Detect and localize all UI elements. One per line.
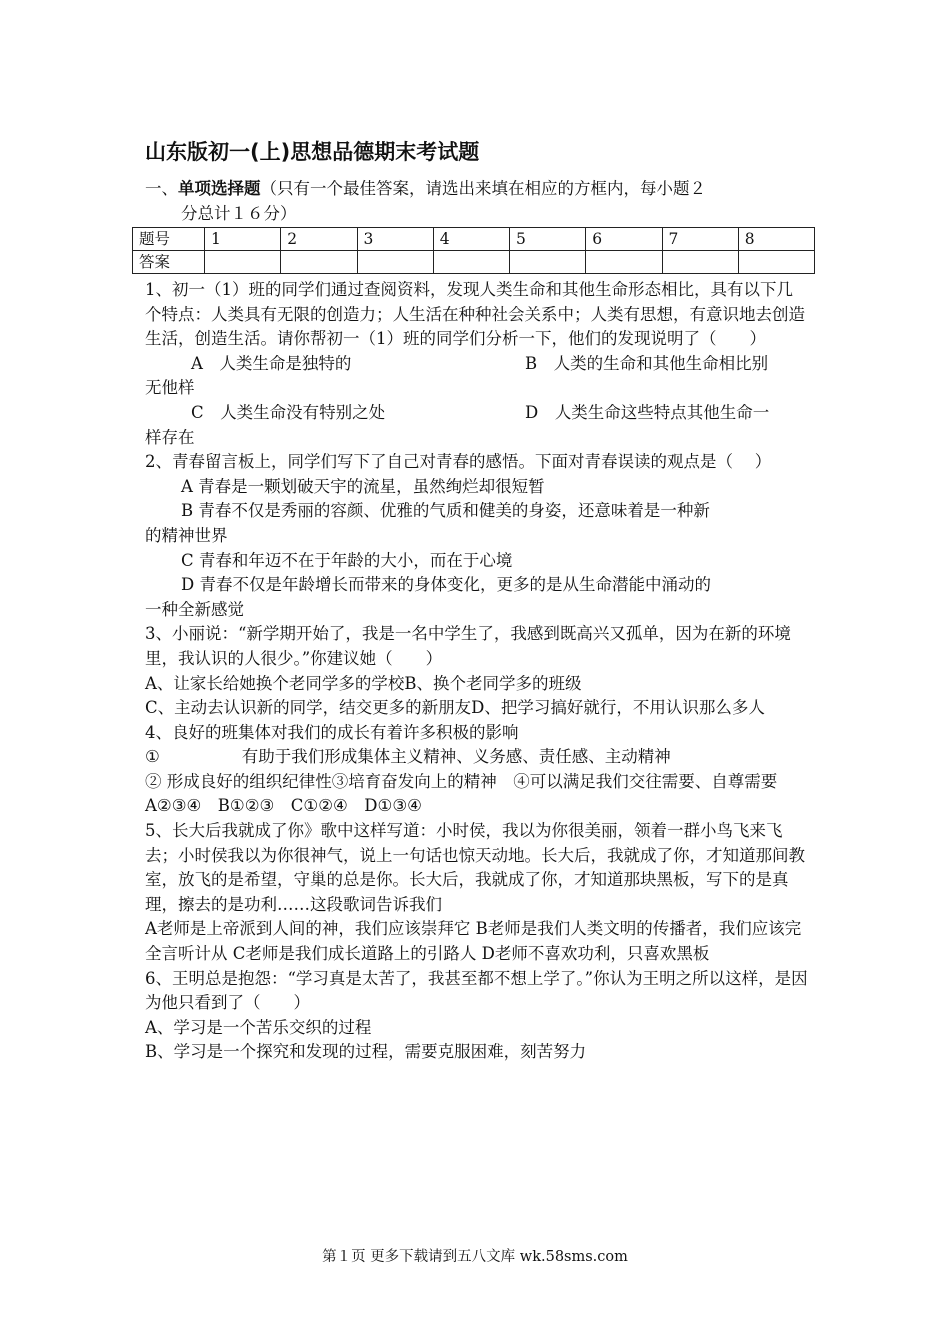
q6-option-a: A、学习是一个苦乐交织的过程 <box>145 1017 372 1037</box>
q2-option-a: A 青春是一颗划破天宇的流星，虽然绚烂却很短暂 <box>181 476 545 496</box>
q4-item1-mark: ① <box>145 747 160 767</box>
answer-table-row-answers <box>133 251 815 274</box>
q2-option-d: D 青春不仅是年龄增长而带来的身体变化，更多的是从生命潜能中涌动的 <box>181 575 711 595</box>
answer-table <box>132 227 815 274</box>
page-footer: 第１页 更多下载请到五八文库 wk.58sms.com <box>322 1249 628 1265</box>
row-label-number: 题号 <box>133 228 205 251</box>
answer-cell[interactable] <box>586 251 662 274</box>
section-instruction-line1: （只有一个最佳答案，请选出来填在相应的方框内，每小题２ <box>260 179 706 198</box>
q2-option-b: B 青春不仅是秀丽的容颜、优雅的气质和健美的身姿，还意味着是一种新 <box>181 501 710 521</box>
question-number-cell: 1 <box>205 228 281 251</box>
section-label: 单项选择题 <box>178 179 261 198</box>
answer-cell[interactable] <box>662 251 738 274</box>
q3-stem: 3、小丽说：“新学期开始了，我是一名中学生了，我感到既高兴又孤单，因为在新的环境里，我认识的人很少。”你建议她（ ） <box>145 624 791 668</box>
q1-options-cd <box>145 401 809 426</box>
answer-cell[interactable] <box>433 251 509 274</box>
q2-option-c: C 青春和年迈不在于年龄的大小，而在于心境 <box>181 550 513 570</box>
q1-options-ab <box>145 352 809 377</box>
q1-option-c: C 人类生命没有特别之处 <box>191 402 386 422</box>
q2-option-d-cont: 一种全新感觉 <box>145 599 244 619</box>
q3-options-ab: A、让家长给她换个老同学多的学校B、换个老同学多的班级 <box>145 673 582 693</box>
q2-option-b-cont: 的精神世界 <box>145 525 228 545</box>
answer-cell[interactable] <box>510 251 586 274</box>
section-header <box>145 176 809 226</box>
page-title: 山东版初一(上)思想品德期末考试题 <box>145 140 480 164</box>
q3-options-cd: C、主动去认识新的同学，结交更多的新朋友D、把学习搞好就行，不用认识那么多人 <box>145 698 765 718</box>
question-number-cell: 4 <box>433 228 509 251</box>
question-number-cell: 7 <box>662 228 738 251</box>
q6-option-b: B、学习是一个探究和发现的过程，需要克服困难，刻苦努力 <box>145 1042 587 1062</box>
q1-option-b-cont: 无他样 <box>145 378 195 398</box>
question-number-cell: 2 <box>281 228 357 251</box>
answer-table-row-numbers <box>133 228 815 251</box>
q4-stem: 4、良好的班集体对我们的成长有着许多积极的影响 <box>145 722 519 742</box>
q6-stem: 6、王明总是抱怨：“学习真是太苦了，我甚至都不想上学了。”你认为王明之所以这样，是因为他只看到了（ ） <box>145 968 808 1013</box>
q4-item1 <box>145 745 809 770</box>
q4-items-234: ② 形成良好的组织纪律性③培育奋发向上的精神 ④可以满足我们交往需要、自尊需要 <box>145 771 778 791</box>
q1-option-b: B 人类的生命和其他生命相比别 <box>525 353 769 373</box>
q1-option-d-cont: 样存在 <box>145 427 195 447</box>
question-number-cell: 5 <box>510 228 586 251</box>
q5-options: A老师是上帝派到人间的神，我们应该崇拜它 B老师是我们人类文明的传播者，我们应该完全言听计从 C老师是我们成长道路上的引路人 D老师不喜欢功利，只喜欢黑板 <box>145 919 802 964</box>
question-number-cell: 3 <box>357 228 433 251</box>
q4-options: A②③④ B①②③ C①②④ D①③④ <box>145 796 422 816</box>
q4-item1-text: 有助于我们形成集体主义精神、义务感、责任感、主动精神 <box>241 747 671 767</box>
answer-cell[interactable] <box>357 251 433 274</box>
q2-stem: 2、青春留言板上，同学们写下了自己对青春的感悟。下面对青春误读的观点是（ ） <box>145 452 772 472</box>
section-number: 一、 <box>145 179 178 198</box>
answer-cell[interactable] <box>281 251 357 274</box>
question-number-cell: 8 <box>738 228 814 251</box>
row-label-answer: 答案 <box>133 251 205 274</box>
section-instruction-line2: 分总计１６分） <box>181 204 297 223</box>
answer-cell[interactable] <box>205 251 281 274</box>
q1-option-d: D 人类生命这些特点其他生命一 <box>525 402 770 422</box>
q1-option-a: A 人类生命是独特的 <box>191 353 352 373</box>
questions-body <box>145 278 809 1065</box>
q1-stem: 1、初一（1）班的同学们通过查阅资料，发现人类生命和其他生命形态相比，具有以下几个特点：人类具有无限的创造力；人生活在种种社会关系中；人类有思想，有意识地去创造生活，创造生活。请你帮初一（1）班的同学们分析一下，他们的发现说明了（ ） <box>145 280 805 349</box>
q5-stem: 5、长大后我就成了你》歌中这样写道：小时侯，我以为你很美丽，领着一群小鸟飞来飞去；小时侯我以为你很神气，说上一句话也惊天动地。长大后，我就成了你，才知道那间教室，放飞的是希望，守巢的总是你。长大后，我就成了你，才知道那块黑板，写下的是真理，擦去的是功利……这段歌词告诉我们 <box>145 821 805 914</box>
question-number-cell: 6 <box>586 228 662 251</box>
answer-cell[interactable] <box>738 251 814 274</box>
